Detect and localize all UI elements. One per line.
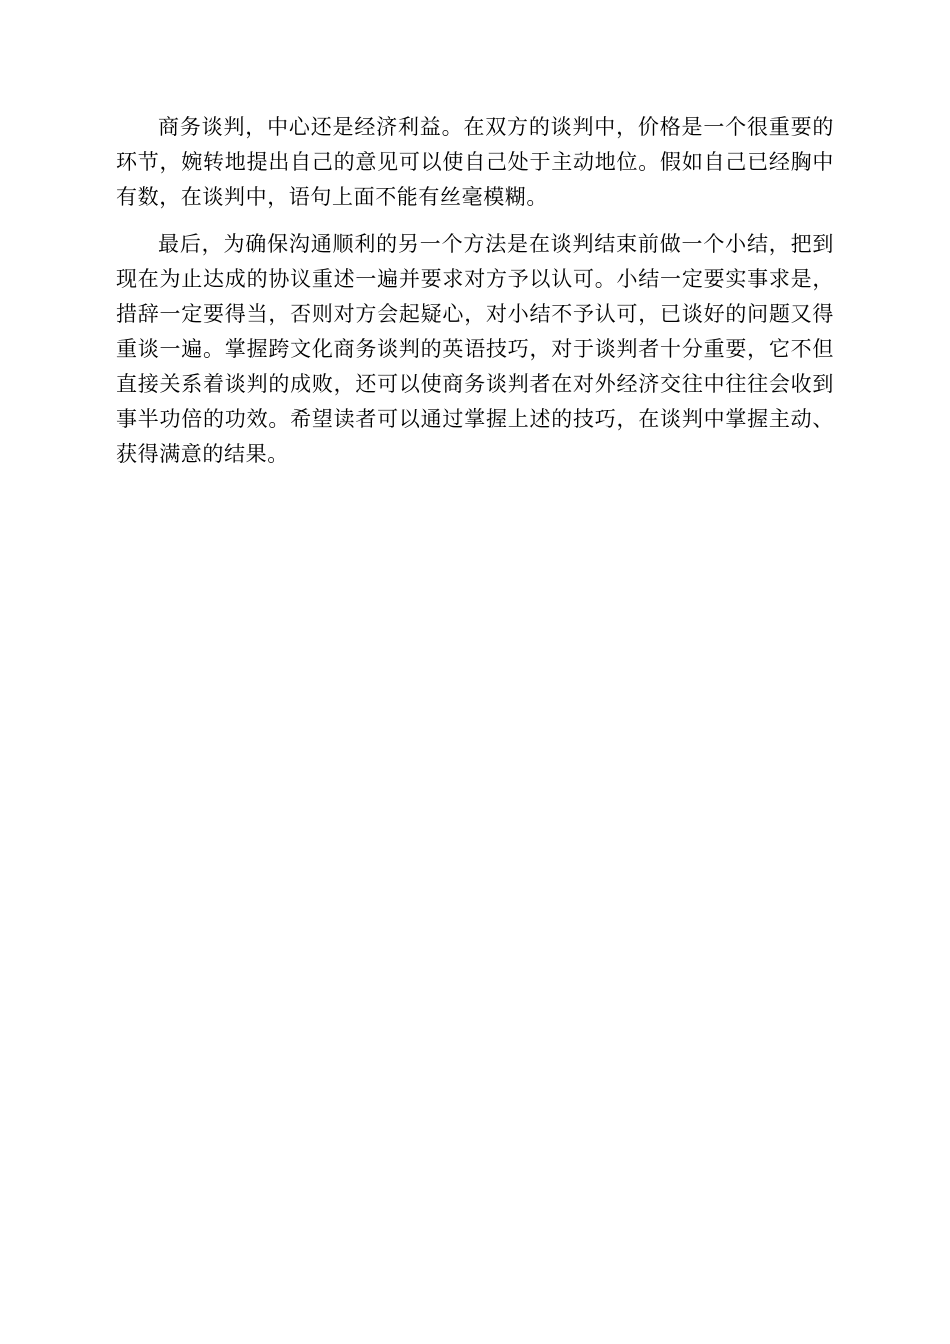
paragraph-price-negotiation: 商务谈判，中心还是经济利益。在双方的谈判中，价格是一个很重要的环节，婉转地提出自己的意见可以使自己处于主动地位。假如自己已经胸中有数，在谈判中，语句上面不能有丝毫模糊。 — [116, 115, 834, 209]
paragraph-summary-conclusion: 最后，为确保沟通顺利的另一个方法是在谈判结束前做一个小结，把到现在为止达成的协议重述一遍并要求对方予以认可。小结一定要实事求是，措辞一定要得当，否则对方会起疑心，对小结不予认可，已谈好的问题又得重谈一遍。掌握跨文化商务谈判的英语技巧，对于谈判者十分重要，它不但直接关系着谈判的成败，还可以使商务谈判者在对外经济交往中往往会收到事半功倍的功效。希望读者可以通过掌握上述的技巧，在谈判中掌握主动、获得满意的结果。 — [116, 232, 834, 466]
document-body — [116, 110, 834, 472]
